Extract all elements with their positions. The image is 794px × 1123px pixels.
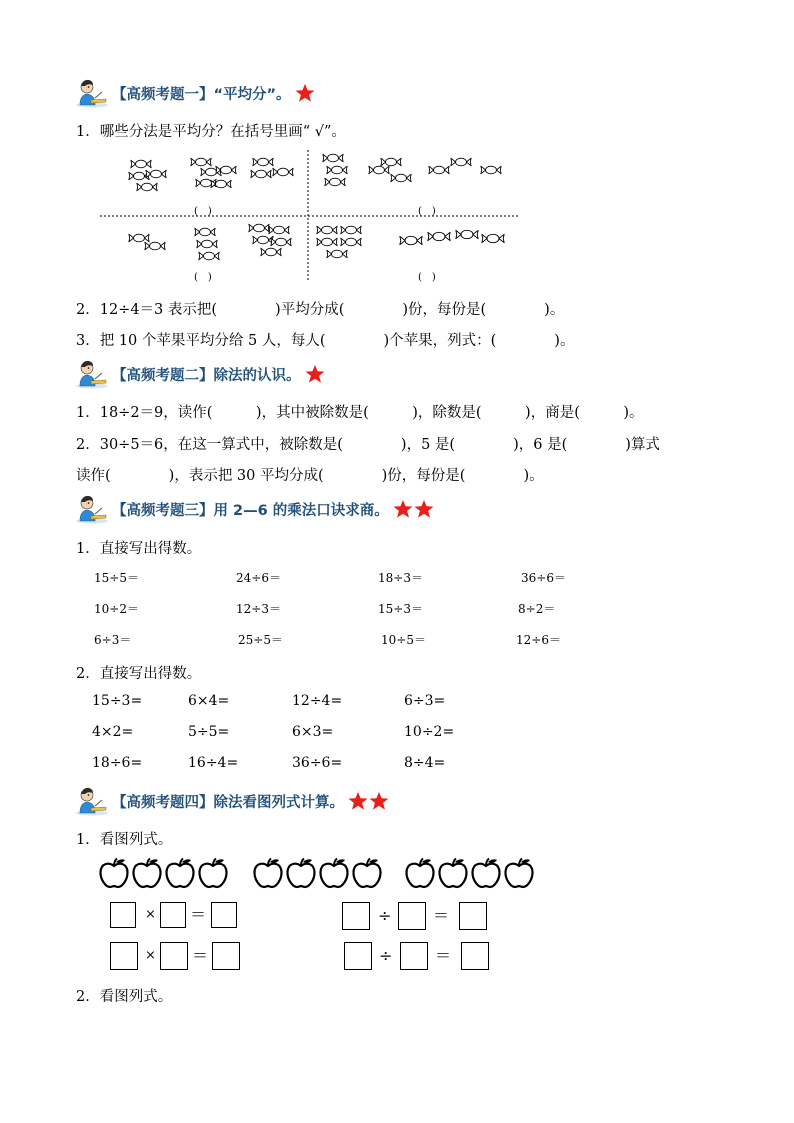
arithmetic-item: 6×4= xyxy=(188,693,230,709)
arithmetic-item: 24÷6＝ xyxy=(236,571,281,585)
arithmetic-item: 12÷4= xyxy=(292,693,343,709)
answer-box[interactable] xyxy=(461,942,489,970)
arithmetic-item: 15÷3＝ xyxy=(378,602,423,616)
star-icon xyxy=(414,499,434,519)
equals-sign: ＝ xyxy=(192,946,209,965)
star-icon xyxy=(393,499,413,519)
section-header xyxy=(75,786,389,816)
question-text: 1．直接写出得数。 xyxy=(76,541,202,557)
answer-parentheses: ( ) xyxy=(194,206,212,217)
section-title: 【高频考题一】“平均分”。 xyxy=(112,86,291,103)
arithmetic-item: 36÷6= xyxy=(292,755,343,771)
section-title: 【高频考题三】用 2—6 的乘法口诀求商。 xyxy=(112,502,389,519)
question-text: 2．12÷4＝3 表示把( )平均分成( )份，每份是( )。 xyxy=(76,302,565,318)
multiply-sign: × xyxy=(145,907,156,922)
equals-sign: ＝ xyxy=(433,906,450,925)
student-icon xyxy=(75,494,109,524)
answer-parentheses: ( ) xyxy=(194,272,212,283)
divide-sign: ÷ xyxy=(379,946,393,965)
arithmetic-item: 10÷5＝ xyxy=(381,633,426,647)
answer-box[interactable] xyxy=(110,942,138,970)
arithmetic-item: 18÷3＝ xyxy=(378,571,423,585)
arithmetic-item: 8÷2＝ xyxy=(518,602,556,616)
answer-box[interactable] xyxy=(344,942,372,970)
answer-parentheses: ( ) xyxy=(418,272,436,283)
section-title: 【高频考题二】除法的认识。 xyxy=(112,367,301,384)
arithmetic-item: 4×2= xyxy=(92,724,134,740)
section-header xyxy=(75,78,315,108)
question-text: 2．30÷5＝6，在这一算式中，被除数是( )，5 是( )，6 是( )算式 xyxy=(76,437,660,453)
answer-box[interactable] xyxy=(160,942,188,970)
divide-sign: ÷ xyxy=(378,906,392,925)
arithmetic-item: 15÷5＝ xyxy=(94,571,139,585)
star-icon xyxy=(305,364,325,384)
arithmetic-item: 6÷3= xyxy=(404,693,446,709)
arithmetic-item: 5÷5= xyxy=(188,724,230,740)
question-text: 1．看图列式。 xyxy=(76,832,173,848)
arithmetic-item: 16÷4= xyxy=(188,755,239,771)
star-icon xyxy=(369,791,389,811)
star-icon xyxy=(295,83,315,103)
question-text: 3．把 10 个苹果平均分给 5 人，每人( )个苹果，列式：( )。 xyxy=(76,333,575,349)
arithmetic-item: 10÷2= xyxy=(404,724,455,740)
question-text: 2．看图列式。 xyxy=(76,989,173,1005)
answer-box[interactable] xyxy=(110,902,136,928)
question-text: 1．哪些分法是平均分？在括号里画“ √”。 xyxy=(76,124,346,140)
arithmetic-item: 6÷3＝ xyxy=(94,633,132,647)
equals-sign: ＝ xyxy=(435,946,452,965)
answer-box[interactable] xyxy=(400,942,428,970)
student-icon xyxy=(75,786,109,816)
arithmetic-item: 10÷2＝ xyxy=(94,602,139,616)
student-icon xyxy=(75,359,109,389)
star-icon xyxy=(348,791,368,811)
student-icon xyxy=(75,78,109,108)
section-header xyxy=(75,494,434,524)
answer-box[interactable] xyxy=(342,902,370,930)
arithmetic-item: 12÷3＝ xyxy=(236,602,281,616)
equals-sign: ＝ xyxy=(190,905,207,924)
apple-figure xyxy=(98,856,538,890)
answer-box[interactable] xyxy=(211,902,237,928)
question-text: 1．18÷2＝9，读作( )，其中被除数是( )，除数是( )，商是( )。 xyxy=(76,405,644,421)
answer-box[interactable] xyxy=(212,942,240,970)
arithmetic-item: 8÷4= xyxy=(404,755,446,771)
arithmetic-item: 25÷5＝ xyxy=(238,633,283,647)
section-title: 【高频考题四】除法看图列式计算。 xyxy=(112,794,344,811)
answer-parentheses: ( ) xyxy=(418,206,436,217)
arithmetic-item: 6×3= xyxy=(292,724,334,740)
arithmetic-item: 36÷6＝ xyxy=(521,571,566,585)
section-header xyxy=(75,359,325,389)
answer-box[interactable] xyxy=(459,902,487,930)
answer-box[interactable] xyxy=(398,902,426,930)
question-text: 2．直接写出得数。 xyxy=(76,666,202,682)
arithmetic-item: 18÷6= xyxy=(92,755,143,771)
question-text: 读作( )，表示把 30 平均分成( )份，每份是( )。 xyxy=(76,468,544,484)
multiply-sign: × xyxy=(145,948,156,963)
arithmetic-item: 12÷6＝ xyxy=(516,633,561,647)
answer-box[interactable] xyxy=(160,902,186,928)
arithmetic-item: 15÷3= xyxy=(92,693,143,709)
candy-figure xyxy=(100,148,520,283)
